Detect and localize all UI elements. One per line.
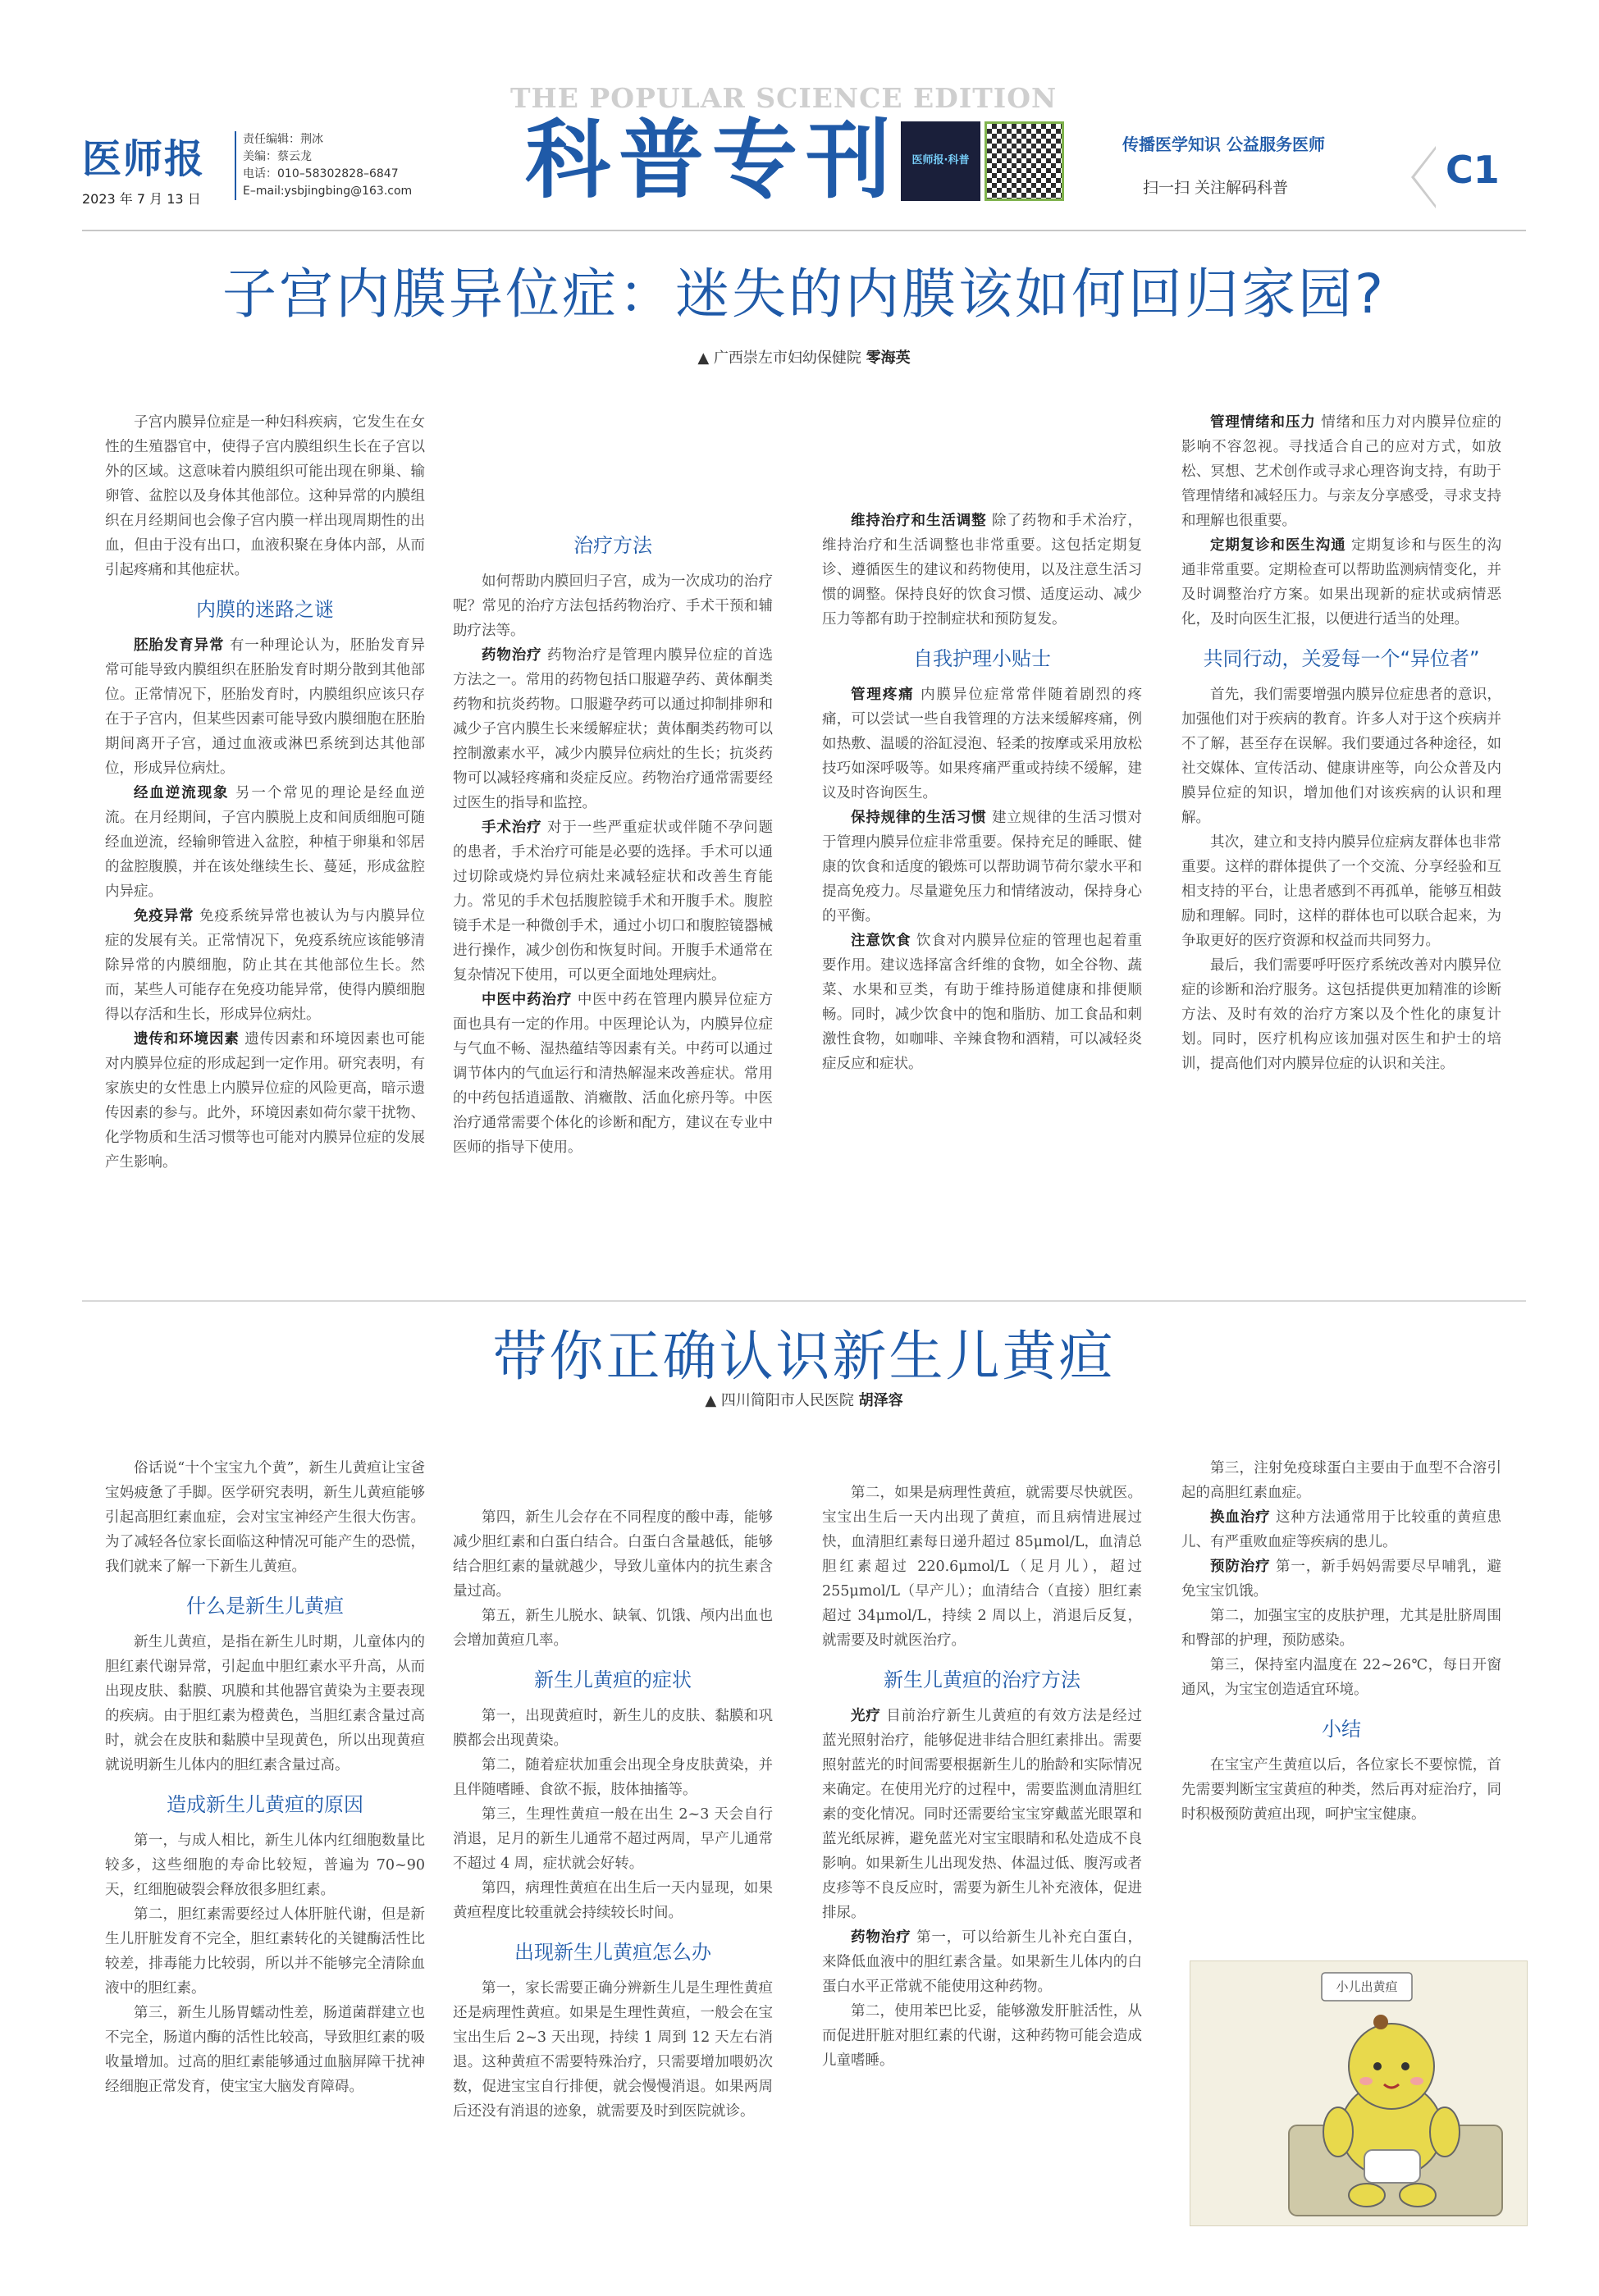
- paragraph: 子宫内膜异位症是一种妇科疾病，它发生在女性的生殖器官中，使得子宫内膜组织生长在子宫以外的区域。这意味着内膜组织可能出现在卵巢、输卵管、盆腔以及身体其他部位。这种异常的内膜组织在月经期间也会像子宫内膜一样出现周期性的出血，但由于没有出口，血液积聚在身体内部，从而引起疼痛和其他症状。: [105, 414, 425, 578]
- keyword: 注意饮食: [851, 933, 911, 949]
- article-divider: [82, 1300, 1526, 1302]
- paragraph-text: 目前治疗新生儿黄疸的有效方法是经过蓝光照射治疗，能够促进非结合胆红素排出。需要照射蓝光的时间需要根据新生儿的胎龄和实际情况来确定。在使用光疗的过程中，需要监测血清胆红素的变化情况。同时还需要给宝宝穿戴蓝光眼罩和蓝光纸尿裤，避免蓝光对宝宝眼睛和私处造成不良影响。如果新生儿出现发热、体温过低、腹泻或者皮疹等不良反应时，需要为新生儿补充液体，促进排尿。: [822, 1708, 1142, 1921]
- slogan: 传播医学知识 公益服务医师: [1122, 135, 1325, 154]
- paragraph: [1181, 533, 1501, 632]
- keyword: 定期复诊和医生沟通: [1210, 537, 1346, 554]
- paragraph: [105, 904, 425, 1027]
- paragraph-text: 中医中药在管理内膜异位症方面也具有一定的作用。中医理论认为，内膜异位症与气血不畅、湿热蕴结等因素有关。中药可以通过调节体内的气血运行和清热解湿来改善症状。常用的中药包括逍遥散、消癥散、活血化瘀丹等。中医治疗通常需要个体化的诊断和配方，建议在专业中医师的指导下使用。: [453, 992, 773, 1156]
- byline-affiliation: ▲ 广西崇左市妇幼保健院: [697, 349, 861, 367]
- paragraph: 首先，我们需要增强内膜异位症患者的意识，加强他们对于疾病的教育。许多人对于这个疾病并不了解，甚至存在误解。我们要通过各种途径，如社交媒体、宣传活动、健康讲座等，向公众普及内膜异位症的知识，增加他们对该疾病的认识和理解。: [1181, 687, 1501, 826]
- paragraph: 新生儿黄疸，是指在新生儿时期，儿童体内的胆红素代谢异常，引起血中胆红素水平升高，从而出现皮肤、黏膜、巩膜和其他器官黄染为主要表现的疾病。由于胆红素为橙黄色，当胆红素含量过高时，就会在皮肤和黏膜中呈现黄色，所以出现黄疸就说明新生儿体内的胆红素含量过高。: [105, 1634, 425, 1773]
- keyword: 光疗: [851, 1708, 881, 1724]
- section-heading: 新生儿黄疸的症状: [534, 1668, 692, 1691]
- paragraph-text: 情绪和压力对内膜异位症的影响不容忽视。寻找适合自己的应对方式，如放松、冥想、艺术创作或寻求心理咨询支持，有助于管理情绪和减轻压力。与亲友分享感受，寻求支持和理解也很重要。: [1181, 414, 1501, 529]
- page-number: C1: [1446, 148, 1500, 192]
- paragraph: 第五，新生儿脱水、缺氧、饥饿、颅内出血也会增加黄疸几率。: [453, 1608, 773, 1649]
- paragraph-text: 对于一些严重症状或伴随不孕问题的患者，手术治疗可能是必要的选择。手术可以通过切除或烧灼异位病灶来减轻症状和改善生育能力。常见的手术包括腹腔镜手术和开腹手术。腹腔镜手术是一种微创手术，通过小切口和腹腔镜器械进行操作，减少创伤和恢复时间。开腹手术通常在复杂情况下使用，可以更全面地处理病灶。: [453, 819, 773, 984]
- paragraph-text: 定期复诊和与医生的沟通非常重要。定期检查可以帮助监测病情变化，并及时调整治疗方案。如果出现新的症状或病情恶化，及时向医生汇报，以便进行适当的处理。: [1181, 537, 1501, 628]
- keyword: 管理疼痛: [851, 687, 915, 703]
- keyword: 胚胎发育异常: [134, 637, 225, 654]
- keyword: 免疫异常: [134, 908, 194, 924]
- paragraph: [1181, 1505, 1501, 1554]
- paragraph: 最后，我们需要呼吁医疗系统改善对内膜异位症的诊断和治疗服务。这包括提供更加精准的诊断方法、及时有效的治疗方案以及个性化的康复计划。同时，医疗机构应该加强对医生和护士的培训，提高他们对内膜异位症的认识和关注。: [1181, 957, 1501, 1072]
- paragraph: [822, 509, 1142, 632]
- byline-affiliation: ▲ 四川简阳市人民医院: [705, 1392, 854, 1409]
- section-heading: 什么是新生儿黄疸: [186, 1595, 344, 1618]
- paragraph: 第一，出现黄疸时，新生儿的皮肤、黏膜和巩膜都会出现黄染。: [453, 1708, 773, 1749]
- keyword: 药物治疗: [482, 647, 542, 664]
- keyword: 手术治疗: [482, 819, 542, 836]
- paragraph: 第三，保持室内温度在 22~26℃，每日开窗通风，为宝宝创造适宜环境。: [1181, 1657, 1501, 1698]
- paragraph-text: 饮食对内膜异位症的管理也起着重要作用。建议选择富含纤维的食物，如全谷物、蔬菜、水果和豆类，有助于维持肠道健康和排便顺畅。同时，减少饮食中的饱和脂肪、加工食品和刺激性食物，如咖啡、辛辣食物和酒精，可以减轻炎症反应和症状。: [822, 933, 1142, 1072]
- article2-byline: [82, 1389, 1526, 1410]
- paragraph: [105, 633, 425, 781]
- article1-column-4: [1181, 410, 1501, 1076]
- editor-line: 美编：蔡云龙: [243, 150, 312, 163]
- article2-column-4: [1181, 1456, 1501, 1827]
- section-heading: 内膜的迷路之谜: [196, 598, 334, 621]
- paragraph-text: 免疫系统异常也被认为与内膜异位症的发展有关。正常情况下，免疫系统应该能够清除异常的内膜细胞，防止其在其他部位生长。然而，某些人可能存在免疫功能异常，使得内膜细胞得以存活和生长，形成异位病灶。: [105, 908, 425, 1023]
- section-heading: 新生儿黄疸的治疗方法: [884, 1668, 1080, 1691]
- paragraph: [1181, 1554, 1501, 1604]
- section-heading: 共同行动，关爱每一个“异位者”: [1203, 647, 1480, 670]
- paragraph: 第二，随着症状加重会出现全身皮肤黄染，并且伴随嗜睡、食欲不振，肢体抽搐等。: [453, 1757, 773, 1798]
- illustration-caption: 小儿出黄疸: [1336, 1979, 1398, 1994]
- paragraph: 其次，建立和支持内膜异位症病友群体也非常重要。这样的群体提供了一个交流、分享经验和互相支持的平台，让患者感到不再孤单，能够互相鼓励和理解。同时，这样的群体也可以联合起来，为争取更好的医疗资源和权益而共同努力。: [1181, 834, 1501, 949]
- paragraph: [105, 1027, 425, 1175]
- paragraph: [822, 806, 1142, 929]
- section-heading: 造成新生儿黄疸的原因: [167, 1793, 363, 1816]
- byline-author: 胡泽容: [858, 1392, 903, 1409]
- paragraph: [822, 929, 1142, 1076]
- badge-caption: 医师报·科普: [911, 154, 970, 167]
- keyword: 预防治疗: [1210, 1559, 1271, 1575]
- editor-line: 电话：010–58302828–6847: [243, 167, 399, 180]
- paragraph-text: 药物治疗是管理内膜异位症的首选方法之一。常用的药物包括口服避孕药、黄体酮类药物和抗炎药物。口服避孕药可以通过抑制排卵和减少子宫内膜生长来缓解症状；黄体酮类药物可以控制激素水平，减少内膜异位病灶的生长；抗炎药物可以减轻疼痛和炎症反应。药物治疗通常需要经过医生的指导和监控。: [453, 647, 773, 811]
- paragraph: 俗话说“十个宝宝九个黄”，新生儿黄疸让宝爸宝妈疲惫了手脚。医学研究表明，新生儿黄疸能够引起高胆红素血症，会对宝宝神经产生很大伤害。为了减轻各位家长面临这种情况可能产生的恐慌，我们就来了解一下新生儿黄疸。: [105, 1460, 425, 1575]
- keyword: 保持规律的生活习惯: [851, 810, 987, 826]
- paragraph-text: 内膜异位症常常伴随着剧烈的疼痛，可以尝试一些自我管理的方法来缓解疼痛，例如热敷、温暖的浴缸浸泡、轻柔的按摩或采用放松技巧如深呼吸等。如果疼痛严重或持续不缓解，建议及时咨询医生。: [822, 687, 1142, 801]
- keyword: 中医中药治疗: [482, 992, 573, 1008]
- keyword: 经血逆流现象: [134, 785, 230, 801]
- paragraph-text: 这种方法通常用于比较重的黄疸患儿、有严重败血症等疾病的患儿。: [1181, 1509, 1501, 1550]
- paragraph: 第四，新生儿会存在不同程度的酸中毒，能够减少胆红素和白蛋白结合。白蛋白含量越低，能够结合胆红素的量就越少，导致儿童体内的抗生素含量过高。: [453, 1509, 773, 1600]
- paragraph: [105, 781, 425, 904]
- paragraph: 第三，新生儿肠胃蠕动性差，肠道菌群建立也不完全，肠道内酶的活性比较高，导致胆红素的吸收量增加。过高的胆红素能够通过血脑屏障干扰神经细胞正常发育，使宝宝大脑发育障碍。: [105, 2005, 425, 2095]
- scan-hint: 扫一扫 关注解码科普: [1143, 179, 1289, 197]
- paragraph-text: 第一，新手妈妈需要尽早哺乳，避免宝宝饥饿。: [1181, 1559, 1501, 1600]
- paragraph: 第二，胆红素需要经过人体肝脏代谢，但是新生儿肝脏发育不完全，胆红素转化的关键酶活性比较差，排毒能力比较弱，所以并不能够完全清除血液中的胆红素。: [105, 1906, 425, 1997]
- article2-column-2: [453, 1456, 773, 2124]
- paragraph-text: 除了药物和手术治疗，维持治疗和生活调整也非常重要。这包括定期复诊、遵循医生的建议和药物使用，以及注意生活习惯的调整。保持良好的饮食习惯、适度运动、减少压力等都有助于控制症状和预防复发。: [822, 513, 1142, 628]
- paragraph-text: 第一，可以给新生儿补充白蛋白，来降低血液中的胆红素含量。如果新生儿体内的白蛋白水平正常就不能使用这种药物。: [822, 1929, 1142, 1995]
- article2-column-3: [822, 1456, 1142, 2073]
- article1-column-2: [453, 410, 773, 1160]
- editor-info: [235, 131, 412, 200]
- paragraph-text: 建立规律的生活习惯对于管理内膜异位症非常重要。保持充足的睡眠、健康的饮食和适度的锻炼可以帮助调节荷尔蒙水平和提高免疫力。尽量避免压力和情绪波动，保持身心的平衡。: [822, 810, 1142, 924]
- paragraph: [822, 682, 1142, 806]
- page-tab-arrow-inner: [1414, 149, 1436, 205]
- paragraph: 第三，生理性黄疸一般在出生 2~3 天会自行消退，足月的新生儿通常不超过两周，早产儿通常不超过 4 周，症状就会好转。: [453, 1806, 773, 1872]
- paragraph: [453, 643, 773, 815]
- editor-line: E–mail:ysbjingbing@163.com: [243, 185, 413, 198]
- paragraph-text: 另一个常见的理论是经血逆流。在月经期间，子宫内膜脱上皮和间质细胞可随经血逆流，经输卵管进入盆腔，种植于卵巢和邻居的盆腔腹膜，并在该处继续生长、蔓延，形成盆腔内异症。: [105, 785, 426, 900]
- paragraph-text: 有一种理论认为，胚胎发育异常可能导致内膜组织在胚胎发育时期分散到其他部位。正常情况下，胚胎发育时，内膜组织应该只存在于子宫内，但某些因素可能导致内膜细胞在胚胎期间离开子宫，通过血液或淋巴系统到达其他部位，形成异位病灶。: [105, 637, 425, 777]
- keyword: 药物治疗: [851, 1929, 911, 1946]
- baby-drawing: [1190, 1961, 1527, 2225]
- article2-column-1: [105, 1456, 425, 2099]
- publication-date: 2023 年 7 月 13 日: [82, 191, 201, 207]
- newspaper-logo: 医师报: [82, 136, 206, 182]
- paragraph: [453, 988, 773, 1160]
- section-heading: 自我护理小贴士: [913, 647, 1051, 670]
- article1-column-1: [105, 410, 425, 1175]
- article1-column-3: [822, 410, 1142, 1076]
- paragraph: 如何帮助内膜回归子宫，成为一次成功的治疗呢？常见的治疗方法包括药物治疗、手术干预和辅助疗法等。: [453, 573, 773, 639]
- paragraph: [822, 1925, 1142, 1999]
- paragraph: 第二，加强宝宝的皮肤护理，尤其是肚脐周围和臀部的护理，预防感染。: [1181, 1608, 1501, 1649]
- section-heading: 小结: [1322, 1718, 1361, 1741]
- byline-author: 零海英: [866, 349, 911, 367]
- editor-line: 责任编辑：荆冰: [243, 133, 323, 146]
- paragraph: 第一，与成人相比，新生儿体内红细胞数量比较多，这些细胞的寿命比较短，普遍为 70~90 天，红细胞破裂会释放很多胆红素。: [105, 1833, 425, 1898]
- paragraph: [453, 815, 773, 988]
- paragraph: 第二，如果是病理性黄疸，就需要尽快就医。宝宝出生后一天内出现了黄疸，而且病情进展过快，血清胆红素每日递升超过 85μmol/L，血清总胆红素超过 220.6μmol/L（足月儿），超过 255μmol/L（早产儿）；血清结合（直接）胆红素超过 34μmol/L，持续 2 周以上，消退后反复，就需要及时就医治疗。: [822, 1485, 1142, 1649]
- paragraph: [1181, 410, 1501, 533]
- article1-title: 子宫内膜异位症：迷失的内膜该如何回归家园?: [222, 262, 1387, 326]
- article2-title: 带你正确认识新生儿黄疸: [492, 1325, 1116, 1388]
- article1-byline: [82, 346, 1526, 367]
- section-heading: 治疗方法: [573, 534, 652, 557]
- paragraph-text: 遗传因素和环境因素也可能对内膜异位症的形成起到一定作用。研究表明，有家族史的女性患上内膜异位症的风险更高，暗示遗传因素的参与。此外，环境因素如荷尔蒙干扰物、化学物质和生活习惯等也可能对内膜异位症的发展产生影响。: [105, 1031, 425, 1171]
- edition-english: THE POPULAR SCIENCE EDITION: [510, 82, 1058, 114]
- brand-badge-image: [901, 121, 980, 201]
- paragraph: 在宝宝产生黄疸以后，各位家长不要惊慌，首先需要判断宝宝黄疸的种类，然后再对症治疗，同时积极预防黄疸出现，呵护宝宝健康。: [1181, 1757, 1501, 1823]
- keyword: 管理情绪和压力: [1210, 414, 1316, 431]
- masthead-divider: [82, 230, 1526, 231]
- paragraph: 第二，使用苯巴比妥，能够激发肝脏活性，从而促进肝脏对胆红素的代谢，这种药物可能会造成儿童嗜睡。: [822, 2003, 1142, 2069]
- jaundice-baby-illustration: [1190, 1961, 1528, 2226]
- keyword: 维持治疗和生活调整: [851, 513, 987, 529]
- paragraph: 第一，家长需要正确分辨新生儿是生理性黄疸还是病理性黄疸。如果是生理性黄疸，一般会在宝宝出生后 2~3 天出现，持续 1 周到 12 天左右消退。这种黄疸不需要特殊治疗，只需要增加喂奶次数，促进宝宝自行排便，就会慢慢消退。如果两周后还没有消退的迹象，就需要及时到医院就诊。: [453, 1980, 773, 2120]
- paragraph: 第四，病理性黄疸在出生后一天内显现，如果黄疸程度比较重就会持续较长时间。: [453, 1880, 773, 1921]
- section-title: 科普专刊: [525, 110, 900, 210]
- keyword: 遗传和环境因素: [134, 1031, 240, 1048]
- section-heading: 出现新生儿黄疸怎么办: [514, 1941, 711, 1964]
- qr-code-icon[interactable]: [985, 121, 1064, 201]
- paragraph: [822, 1704, 1142, 1925]
- keyword: 换血治疗: [1210, 1509, 1271, 1526]
- paragraph: 第三，注射免疫球蛋白主要由于血型不合溶引起的高胆红素血症。: [1181, 1460, 1501, 1501]
